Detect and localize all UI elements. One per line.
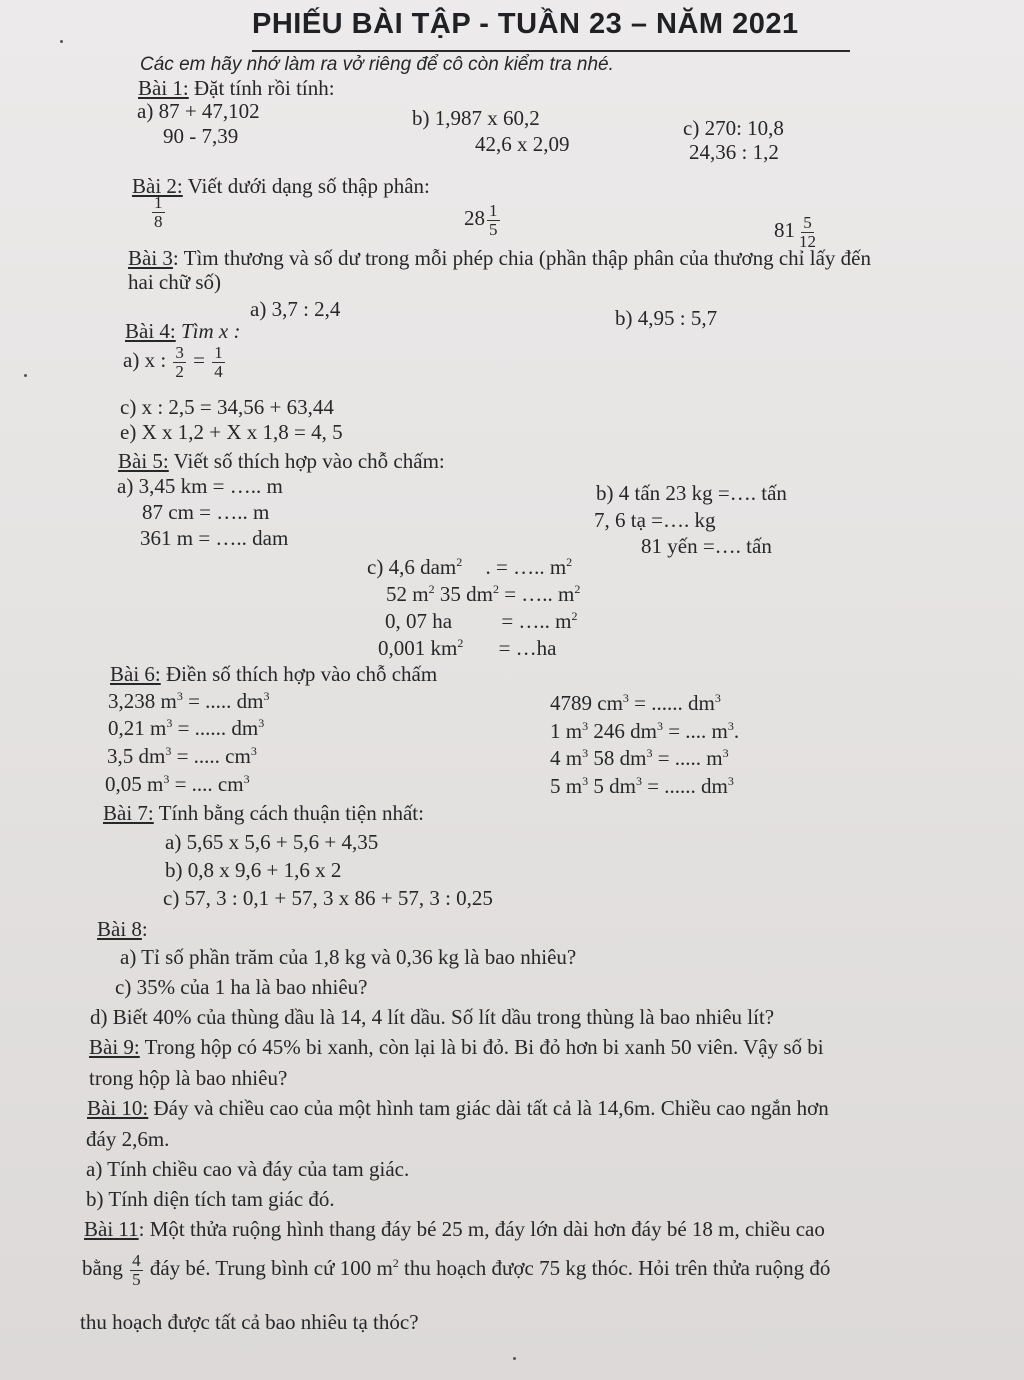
sup-3: 3 (250, 744, 257, 758)
bai4-e: e) X x 1,2 + X x 1,8 = 4, 5 (120, 420, 343, 444)
bai7-label: Bài 7: (103, 801, 154, 825)
bai3-a: a) 3,7 : 2,4 (250, 297, 341, 321)
bai5-c4 (378, 636, 557, 661)
bai5-c2 (386, 582, 580, 607)
bai2-heading (132, 174, 430, 199)
bai5-c2-mid: 35 dm (434, 582, 493, 606)
sup-3: 3 (243, 772, 250, 786)
bai7-b: b) 0,8 x 9,6 + 1,6 x 2 (165, 858, 342, 882)
bai11-line2 (82, 1252, 830, 1289)
bai7-c: c) 57, 3 : 0,1 + 57, 3 x 86 + 57, 3 : 0,25 (163, 886, 493, 910)
sup-2: 2 (428, 582, 435, 596)
bai9-text: Trong hộp có 45% bi xanh, còn lại là bi đỏ. Bi đỏ hơn bi xanh 50 viên. Vậy số bi (139, 1035, 824, 1059)
bai11-num: 4 (132, 1251, 141, 1270)
bai11-label: Bài 11 (84, 1217, 139, 1241)
title-underline (252, 50, 850, 52)
bai6-l3-a: 3,5 dm (107, 744, 166, 768)
bai9-label: Bài 9: (89, 1035, 140, 1059)
bai6-r2-c: = .... m (662, 719, 728, 743)
sup-3: 3 (622, 691, 629, 705)
subtitle: Các em hãy nhớ làm ra vở riêng để cô còn kiểm tra nhé. (140, 54, 614, 75)
bai7-a: a) 5,65 x 5,6 + 5,6 + 4,35 (165, 830, 379, 854)
bai2-f3-num: 5 (803, 213, 812, 232)
sup-3: 3 (582, 774, 589, 788)
bai6-r2: 1 $m^3$ 246 $dm^3$ = .... $m^3$. (550, 719, 740, 743)
bai4-a-eq: = (193, 348, 205, 373)
bai1-a1: a) 87 + 47,102 (137, 99, 260, 123)
bai5-c3 (385, 609, 578, 634)
bai5-c3-right: = ….. m (501, 609, 572, 633)
bai6-heading (110, 662, 437, 687)
bai4-a-den2: 4 (214, 361, 223, 381)
bai5-a2: 87 cm = ….. m (142, 500, 270, 524)
bai7-text: Tính bằng cách thuận tiện nhất: (158, 801, 424, 825)
bai3-heading (128, 246, 871, 271)
bai5-a3: 361 m = ….. dam (140, 526, 289, 550)
bai9-line1 (89, 1035, 824, 1060)
bai3-label: Bài 3 (128, 246, 173, 270)
bai6-r3-b: 58 dm (588, 746, 647, 770)
bai5-c4-left: 0,001 km (378, 636, 458, 660)
bai9-text2: trong hộp là bao nhiêu? (89, 1066, 288, 1090)
bai6-label: Bài 6: (110, 662, 161, 686)
bai1-label: Bài 1: (138, 76, 189, 100)
bai6-l2-a: 0,21 m (108, 716, 167, 740)
bai6-l1 (108, 689, 270, 714)
paper-dot (60, 40, 63, 43)
bai10-line1 (87, 1096, 829, 1121)
bai11-text2a: bằng (82, 1256, 123, 1281)
bai5-c1 (367, 555, 572, 580)
sup-2: 2 (492, 582, 499, 596)
bai11-den: 5 (132, 1269, 141, 1289)
bai5-c3-left: 0, 07 ha (385, 609, 453, 633)
bai5-c2-right: = ….. m (498, 582, 575, 606)
bai6-l3 (107, 744, 257, 769)
bai2-f3-whole: 81 (774, 218, 795, 243)
bai6-l4-b: = .... cm (169, 772, 244, 796)
bai10-a: a) Tính chiều cao và đáy của tam giác. (86, 1157, 410, 1181)
sup-3: 3 (165, 744, 172, 758)
bai2-fraction-1 (150, 194, 167, 231)
bai2-f2-num: 1 (489, 201, 498, 220)
bai1-c2: 24,36 : 1,2 (689, 140, 779, 164)
sup-2: 2 (566, 555, 573, 569)
bai5-a1: a) 3,45 km = ….. m (117, 474, 283, 498)
bai8-heading: Bài 8: (97, 917, 148, 941)
bai6-r2-b: 246 dm (588, 719, 657, 743)
bai1-c1: c) 270: 10,8 (683, 116, 784, 140)
bai7-heading (103, 801, 424, 826)
bai2-f1-num: 1 (154, 193, 163, 212)
bai3-text2: hai chữ số) (128, 270, 222, 294)
bai10-text: Đáy và chiều cao của một hình tam giác dài tất cả là 14,6m. Chiều cao ngắn hơn (148, 1096, 829, 1120)
sup-2: 2 (457, 636, 464, 650)
bai2-f2-den: 5 (489, 219, 498, 239)
paper-dot (24, 374, 27, 377)
bai2-f2-whole: 28 (464, 206, 485, 231)
bai6-l1-a: 3,238 m (108, 689, 177, 713)
bai5-text: Viết số thích hợp vào chỗ chấm: (173, 449, 445, 473)
bai6-text: Điền số thích hợp vào chỗ chấm (166, 662, 438, 686)
bai1-b2: 42,6 x 2,09 (475, 132, 570, 156)
bai5-b1: b) 4 tấn 23 kg =…. tấn (596, 481, 787, 505)
bai4-a-num1: 3 (175, 343, 184, 362)
sup-3: 3 (727, 719, 734, 733)
bai6-r3-c: = ..... m (652, 746, 723, 770)
sup-2: 2 (574, 582, 581, 596)
bai6-r3 (550, 746, 729, 771)
sup-3: 3 (582, 746, 589, 760)
bai11-text2b: đáy bé. Trung bình cứ 100 m (144, 1256, 393, 1281)
bai6-r1-b: = ...... dm (628, 691, 715, 715)
sup-2: 2 (456, 555, 463, 569)
bai11-text2c: thu hoạch được 75 kg thóc. Hỏi trên thửa ruộng đó (398, 1256, 831, 1281)
bai6-r3-a: 4 m (550, 746, 583, 770)
bai5-c4-right: = …ha (498, 636, 557, 660)
bai5-label: Bài 5: (118, 449, 169, 473)
bai5-b3: 81 yến =…. tấn (641, 534, 772, 558)
bai5-c2-left: 52 m (386, 582, 429, 606)
bai10-label: Bài 10: (87, 1096, 149, 1120)
sup-3: 3 (727, 774, 734, 788)
page-title: PHIẾU BÀI TẬP - TUẦN 23 – NĂM 2021 (252, 8, 799, 40)
bai8-label: Bài 8 (97, 917, 142, 941)
bai6-l4-a: 0,05 m (105, 772, 164, 796)
bai5-b2: 7, 6 tạ =…. kg (594, 508, 716, 532)
sup-3: 3 (258, 716, 265, 730)
bai4-a (123, 344, 227, 381)
bai2-fraction-2 (464, 202, 502, 239)
bai6-r1 (550, 691, 721, 716)
bai6-r4 (550, 774, 734, 799)
bai8-c: c) 35% của 1 ha là bao nhiêu? (115, 975, 368, 999)
bai4-a-pre: a) x : (123, 348, 167, 373)
bai6-r4-a: 5 m (550, 774, 583, 798)
sup-3: 3 (714, 691, 721, 705)
bai4-c: c) x : 2,5 = 34,56 + 63,44 (120, 395, 334, 419)
bai4-text: Tìm x : (181, 319, 241, 343)
sup-3: 3 (656, 719, 663, 733)
sup-3: 3 (582, 719, 589, 733)
bai4-a-den1: 2 (175, 361, 184, 381)
bai6-l2-b: = ...... dm (172, 716, 259, 740)
sup-2: 2 (571, 609, 578, 623)
bai6-l2 (108, 716, 264, 741)
bai3-b: b) 4,95 : 5,7 (615, 306, 718, 330)
bai5-c1-left: c) 4,6 dam (367, 555, 457, 579)
paper-dot (513, 1357, 516, 1360)
sup-2: 2 (392, 1256, 399, 1271)
bai10-b: b) Tính diện tích tam giác đó. (86, 1187, 335, 1211)
bai2-label: Bài 2: (132, 174, 183, 198)
bai4-heading (125, 319, 241, 344)
sup-3: 3 (163, 772, 170, 786)
bai8-d: d) Biết 40% của thùng dầu là 14, 4 lít dầu. Số lít dầu trong thùng là bao nhiêu lít? (90, 1005, 775, 1029)
bai6-r4-c: = ...... dm (641, 774, 728, 798)
bai2-f1-den: 8 (154, 211, 163, 231)
bai2-f3-den: 12 (799, 231, 816, 251)
bai6-l1-b: = ..... dm (182, 689, 264, 713)
bai6-l4 (105, 772, 250, 797)
bai3-text: : Tìm thương và số dư trong mỗi phép chia (phần thập phân của thương chỉ lấy đến (172, 246, 871, 270)
bai6-r2-a: 1 m (550, 719, 583, 743)
bai6-l3-b: = ..... cm (171, 744, 251, 768)
bai6-r1-a: 4789 cm (550, 691, 623, 715)
bai1-text: Đặt tính rồi tính: (194, 76, 335, 100)
bai1-heading (138, 76, 335, 101)
bai1-b1: b) 1,987 x 60,2 (412, 106, 540, 130)
bai5-heading (118, 449, 445, 474)
bai6-r4-b: 5 dm (588, 774, 636, 798)
bai2-text: Viết dưới dạng số thập phân: (187, 174, 430, 198)
sup-3: 3 (646, 746, 653, 760)
bai10-text2: đáy 2,6m. (86, 1127, 170, 1151)
bai11-line1 (84, 1217, 825, 1242)
bai4-label: Bài 4: (125, 319, 176, 343)
sup-3: 3 (635, 774, 642, 788)
bai5-c1-right: . = ….. m (485, 555, 567, 579)
sup-3: 3 (176, 689, 183, 703)
bai1-a2: 90 - 7,39 (163, 124, 239, 148)
bai11-text3: thu hoạch được tất cả bao nhiêu tạ thóc? (80, 1310, 419, 1334)
sup-3: 3 (263, 689, 270, 703)
sup-3: 3 (722, 746, 729, 760)
bai11-text: : Một thửa ruộng hình thang đáy bé 25 m, đáy lớn dài hơn đáy bé 18 m, chiều cao (138, 1217, 825, 1241)
bai8-a: a) Tỉ số phần trăm của 1,8 kg và 0,36 kg là bao nhiêu? (120, 945, 577, 969)
sup-3: 3 (166, 716, 173, 730)
bai4-a-num2: 1 (214, 343, 223, 362)
